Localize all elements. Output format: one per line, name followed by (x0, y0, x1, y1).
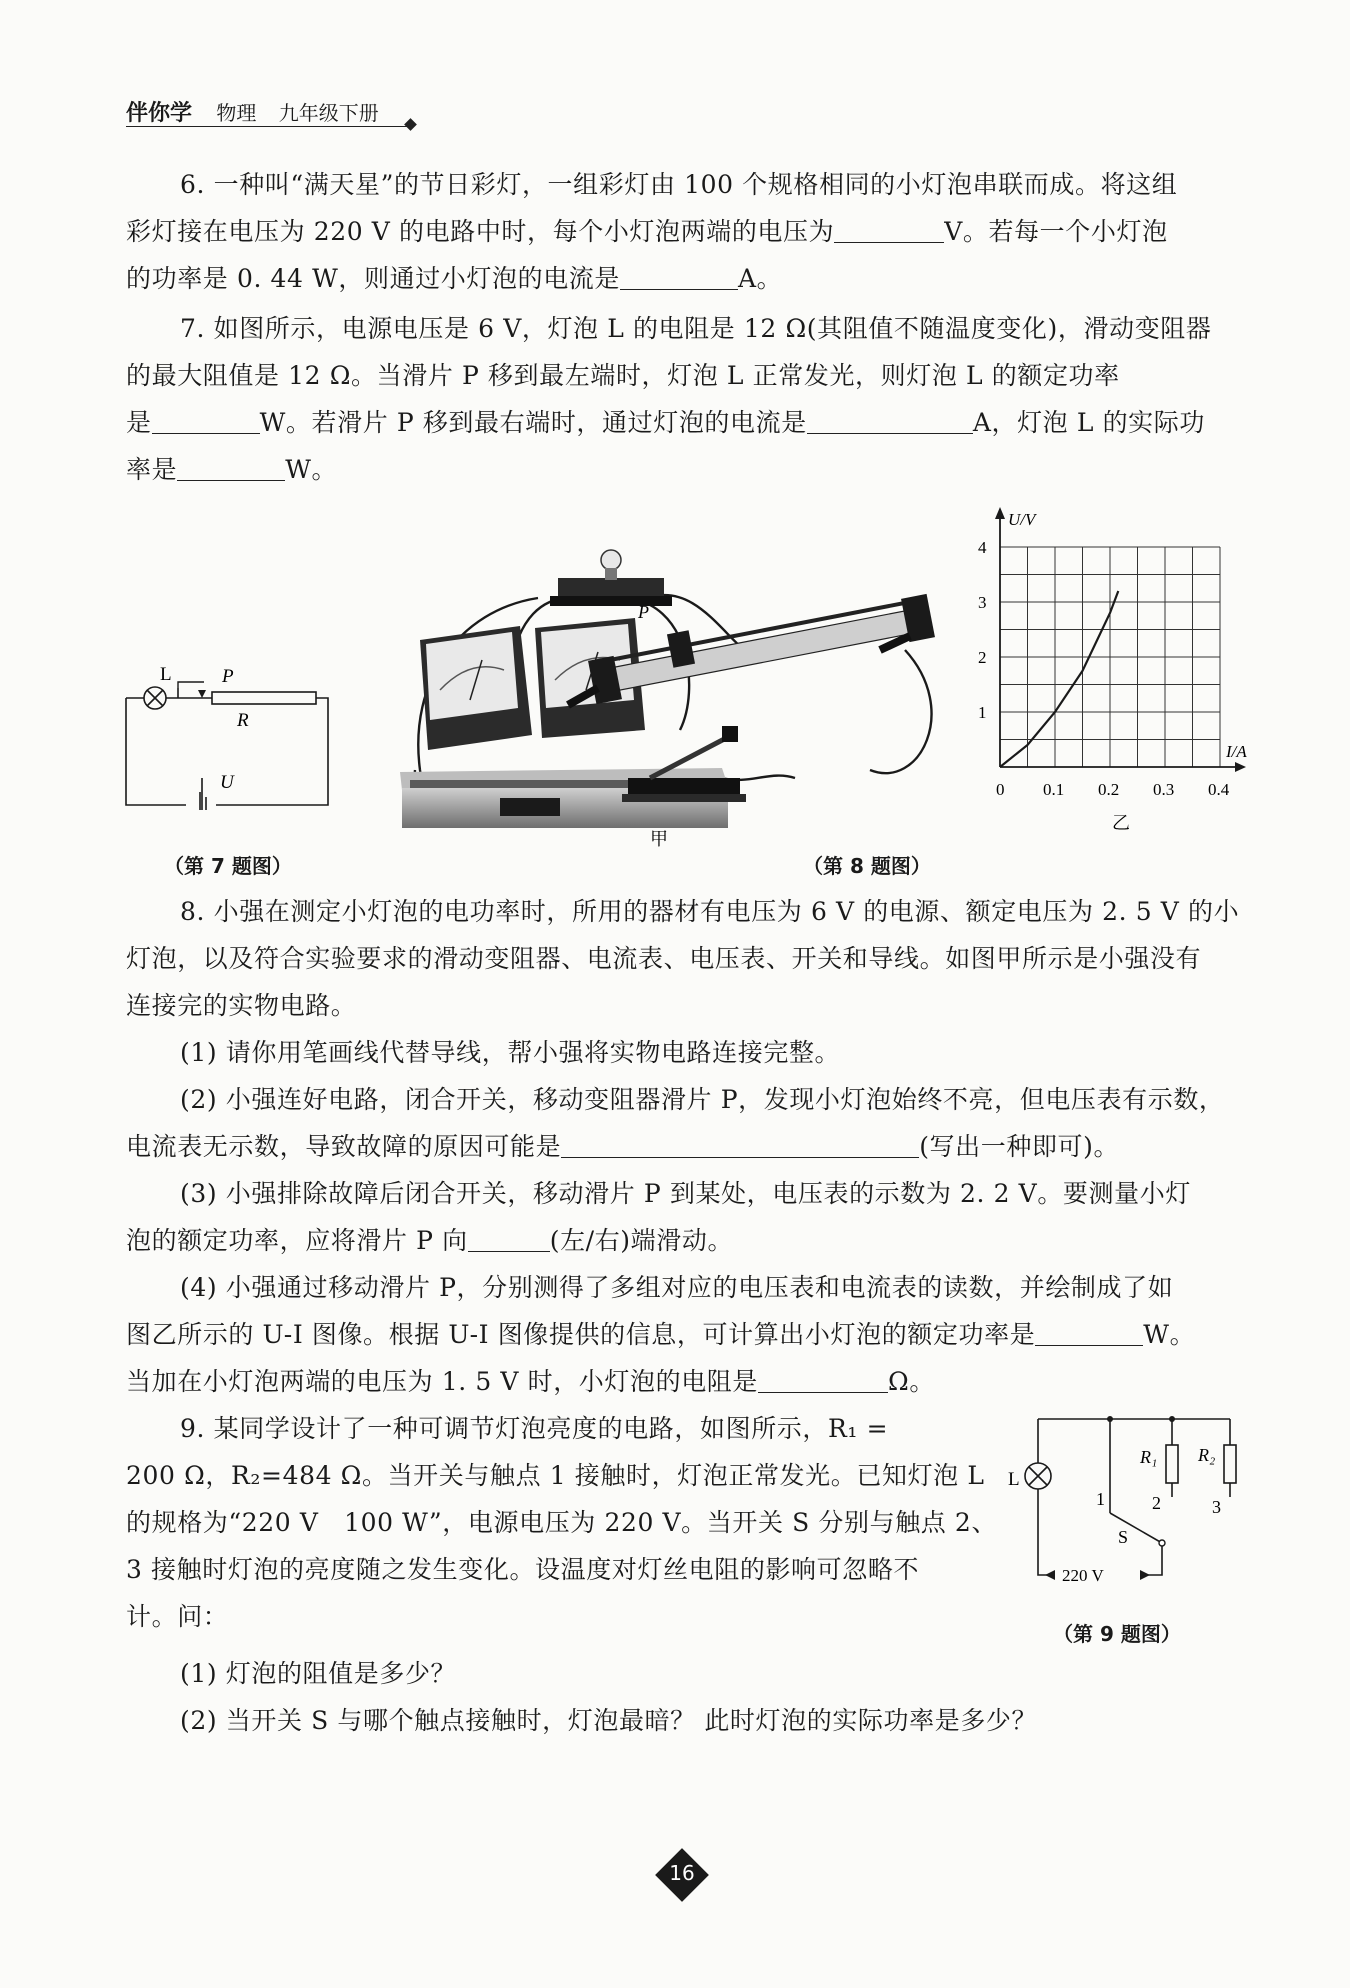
chart-x-tick-label: 0 (996, 780, 1005, 799)
q8-blank-1[interactable] (561, 1133, 919, 1158)
chart-x-tick-label: 0.4 (1208, 780, 1230, 799)
header-rule (126, 126, 412, 127)
figure-7-caption: （第 7 题图） (164, 854, 292, 878)
chart-y-tick-label: 1 (978, 703, 987, 722)
q8-line-1: 8. 小强在测定小灯泡的电功率时，所用的器材有电压为 6 V 的电源、额定电压为 2. 5 V 的小 (180, 897, 1240, 926)
q6-blank-2[interactable] (620, 265, 738, 290)
chart-y-tick-label: 3 (978, 593, 987, 612)
q8-part-3-line-2: 泡的额定功率，应将滑片 P 向 (左/右)端滑动。 (126, 1226, 734, 1255)
figure-8-caption: （第 8 题图） (803, 854, 931, 878)
q8-blank-3[interactable] (1035, 1321, 1143, 1346)
q8-part-3-line-1: (3) 小强排除故障后闭合开关，移动滑片 P 到某处，电压表的示数为 2. 2 V。要测量小灯 (180, 1179, 1191, 1208)
chart-series-line (1000, 591, 1118, 767)
header-diamond-icon (404, 118, 417, 131)
chart-x-tick-label: 0.1 (1043, 780, 1065, 799)
header-subject: 物理 (216, 101, 257, 125)
page-number: 16 (669, 1861, 695, 1885)
q9-line-1: 9. 某同学设计了一种可调节灯泡亮度的电路，如图所示，R₁ = (180, 1414, 889, 1443)
q9-part-2: (2) 当开关 S 与哪个触点接触时，灯泡最暗？ 此时灯泡的实际功率是多少？ (180, 1706, 1038, 1735)
q8-blank-4[interactable] (758, 1368, 888, 1393)
q8-part-2-line-2: 电流表无示数，导致故障的原因可能是 (写出一种即可)。 (126, 1132, 1120, 1161)
q8-part-1: (1) 请你用笔画线代替导线，帮小强将实物电路连接完整。 (180, 1038, 841, 1067)
q9-part-1: (1) 灯泡的阻值是多少？ (180, 1659, 457, 1688)
q8-part-4-line-1: (4) 小强通过移动滑片 P，分别测得了多组对应的电压表和电流表的读数，并绘制成了如 (180, 1273, 1174, 1302)
q6-line-3: 的功率是 0. 44 W，则通过小灯泡的电流是 A。 (126, 264, 783, 293)
q8-part-4-line-3: 当加在小灯泡两端的电压为 1. 5 V 时，小灯泡的电阻是 Ω。 (126, 1367, 935, 1396)
figure-8-apparatus (400, 540, 940, 850)
fig7-label-L: L (160, 664, 172, 685)
chart-y-tick-label: 4 (978, 538, 987, 557)
q7-line-3: 是 W。若滑片 P 移到最右端时，通过灯泡的电流是 A，灯泡 L 的实际功 (126, 408, 1205, 437)
chart-xlabel: I/A (1226, 742, 1247, 761)
q8-blank-2[interactable] (468, 1227, 550, 1252)
q7-blank-1[interactable] (152, 409, 260, 434)
q8-line-3: 连接完的实物电路。 (126, 991, 357, 1020)
page-header (126, 96, 379, 130)
figure-7-circuit (120, 660, 340, 810)
fig8-label-P: P (638, 602, 649, 622)
figure-9-caption: （第 9 题图） (1053, 1622, 1181, 1646)
fig9-label-contact-1: 1 (1096, 1489, 1105, 1509)
fig9-label-R2: R₂ (1198, 1445, 1216, 1465)
q7-line-2: 的最大阻值是 12 Ω。当滑片 P 移到最左端时，灯泡 L 正常发光，则灯泡 L 的额定功率 (126, 361, 1120, 390)
q7-line-1: 7. 如图所示，电源电压是 6 V，灯泡 L 的电阻是 12 Ω(其阻值不随温度变化)，滑动变阻器 (180, 314, 1212, 343)
chart-x-ticks (996, 780, 1230, 799)
header-grade: 九年级下册 (278, 101, 379, 125)
q9-line-2: 200 Ω，R₂=484 Ω。当开关与触点 1 接触时，灯泡正常发光。已知灯泡 L (126, 1461, 985, 1490)
chart-ylabel: U/V (1008, 510, 1036, 529)
q8-part-2-line-1: (2) 小强连好电路，闭合开关，移动变阻器滑片 P，发现小灯泡始终不亮，但电压表有示数， (180, 1085, 1225, 1114)
switch-icon (622, 726, 746, 802)
q9-line-4: 3 接触时灯泡的亮度随之发生变化。设温度对灯丝电阻的影响可忽略不 (126, 1555, 920, 1584)
fig7-label-R: R (237, 710, 249, 731)
chart-x-tick-label: 0.2 (1098, 780, 1120, 799)
header-brand: 伴你学 (126, 101, 193, 126)
fig9-label-contact-3: 3 (1212, 1497, 1221, 1517)
ammeter-icon (420, 626, 532, 750)
q7-line-4: 率是 W。 (126, 455, 338, 484)
q9-line-3: 的规格为“220 V 100 W”，电源电压为 220 V。当开关 S 分别与触点 2、 (126, 1508, 998, 1537)
q8-line-2: 灯泡，以及符合实验要求的滑动变阻器、电流表、电压表、开关和导线。如图甲所示是小强没有 (126, 944, 1202, 973)
q8-part-4-line-2: 图乙所示的 U-I 图像。根据 U-I 图像提供的信息，可计算出小灯泡的额定功率是 W。 (126, 1320, 1196, 1349)
figure-9-circuit (1000, 1405, 1250, 1605)
chart-y-tick-label: 2 (978, 648, 987, 667)
chart-grid (1000, 547, 1220, 767)
q6-line-2: 彩灯接在电压为 220 V 的电路中时，每个小灯泡两端的电压为 V。若每一个小灯泡 (126, 217, 1168, 246)
chart-y-ticks (978, 538, 987, 722)
q9-line-5: 计。问： (126, 1602, 229, 1631)
q7-blank-2[interactable] (807, 409, 973, 434)
fig9-label-S: S (1118, 1527, 1129, 1547)
q6-blank-1[interactable] (834, 218, 944, 243)
fig7-label-U: U (220, 772, 234, 793)
q7-blank-3[interactable] (177, 456, 285, 481)
fig9-label-L: L (1008, 1469, 1020, 1490)
fig9-label-R1: R₁ (1140, 1447, 1158, 1467)
figure-8-ui-chart (960, 505, 1250, 845)
fig8-label-jia: 甲 (650, 829, 668, 849)
fig8-label-yi: 乙 (1112, 813, 1130, 833)
fig9-label-contact-2: 2 (1152, 1493, 1161, 1513)
q6-line-1: 6. 一种叫“满天星”的节日彩灯，一组彩灯由 100 个规格相同的小灯泡串联而成。将这组 (180, 170, 1178, 199)
fig7-label-P: P (222, 666, 234, 687)
chart-x-tick-label: 0.3 (1153, 780, 1175, 799)
fig9-label-voltage: 220 V (1062, 1566, 1104, 1585)
